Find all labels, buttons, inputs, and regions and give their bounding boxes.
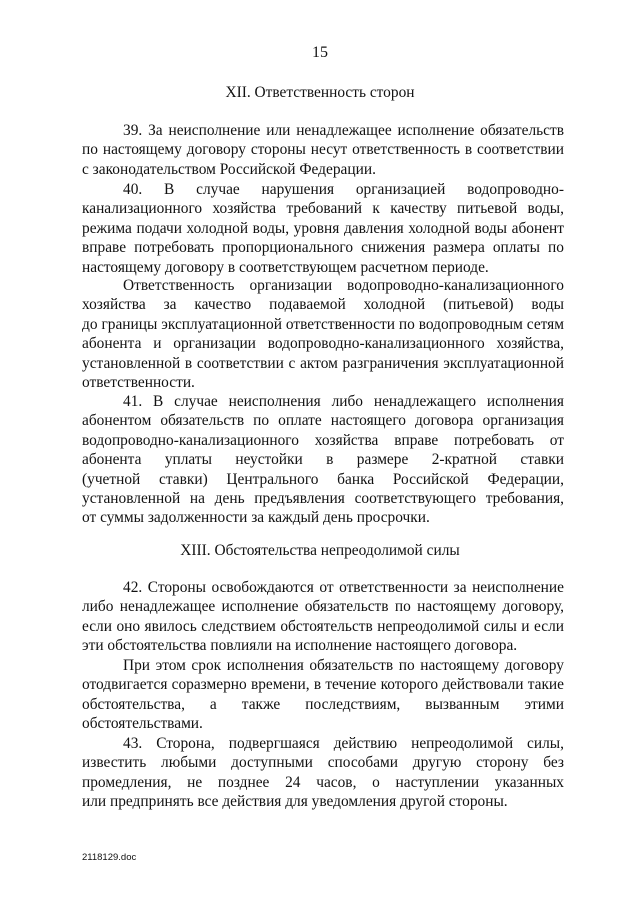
- text-line: режима подачи холодной воды, уровня давления холодной воды абонент: [82, 219, 564, 237]
- text-line: обстоятельствами.: [82, 715, 203, 733]
- page-number: 15: [312, 44, 328, 61]
- text-line: промедления, не позднее 24 часов, о наступлении указанных: [82, 773, 564, 791]
- text-line: 39. За неисполнение или ненадлежащее исполнение обязательств: [123, 122, 564, 139]
- text-line: с законодательством Российской Федерации.: [82, 160, 376, 178]
- paragraph: [82, 578, 564, 656]
- paragraph: [82, 180, 564, 277]
- text-line: установленной в соответствии с актом разграничения эксплуатационной: [82, 354, 564, 372]
- text-line: ответственности.: [82, 373, 195, 391]
- paragraph: [82, 121, 564, 179]
- text-line: отодвигается соразмерно времени, в течение которого действовали такие: [82, 676, 564, 694]
- text-line: хозяйства за качество подаваемой холодной (питьевой) воды: [82, 296, 564, 314]
- text-line: 42. Стороны освобождаются от ответственности за неисполнение: [123, 579, 564, 596]
- text-line: по настоящему договору стороны несут ответственность в соответствии: [82, 141, 564, 159]
- text-line: (учетной ставки) Центрального банка Российской Федерации,: [82, 470, 564, 488]
- text-line: При этом срок исполнения обязательств по настоящему договору: [123, 657, 564, 674]
- section-heading: XIII. Обстоятельства непреодолимой силы: [180, 542, 460, 559]
- text-line: 43. Сторона, подвергшаяся действию непреодолимой силы,: [123, 735, 564, 752]
- text-line: настоящему договору в соответствующем расчетном периоде.: [82, 258, 489, 276]
- section-heading: XII. Ответственность сторон: [225, 84, 415, 101]
- text-line: 41. В случае неисполнения либо ненадлежащего исполнения: [123, 393, 564, 410]
- text-line: обстоятельства, а также последствиям, вызванным этими: [82, 695, 564, 713]
- text-line: абонента уплаты неустойки в размере 2-кратной ставки: [82, 451, 564, 469]
- text-line: абонента и организации водопроводно-канализационного хозяйства,: [82, 335, 564, 353]
- text-line: или предпринять все действия для уведомления другой стороны.: [82, 793, 508, 811]
- text-line: известить любыми доступными способами другую сторону без: [82, 754, 564, 772]
- text-line: вправе потребовать пропорционального снижения размера оплаты по: [82, 239, 564, 257]
- text-line: от суммы задолженности за каждый день просрочки.: [82, 509, 430, 527]
- text-line: Ответственность организации водопроводно-канализационного: [123, 277, 564, 294]
- text-line: абонентом обязательств по оплате настоящего договора организация: [82, 412, 564, 430]
- paragraph: [82, 656, 564, 734]
- text-line: до границы эксплуатационной ответственности по водопроводным сетям: [82, 315, 564, 333]
- paragraph: [82, 734, 564, 812]
- text-line: водопроводно-канализационного хозяйства вправе потребовать от: [82, 431, 564, 449]
- text-line: 40. В случае нарушения организацией водопроводно-: [123, 181, 564, 198]
- paragraph: [82, 276, 564, 392]
- text-line: если оно явилось следствием обстоятельств непреодолимой силы и если: [82, 617, 564, 635]
- text-line: установленной на день предъявления соответствующего требования,: [82, 489, 564, 507]
- paragraph: [82, 392, 564, 528]
- text-line: канализационного хозяйства требований к качеству питьевой воды,: [82, 200, 564, 218]
- file-name-footer: 2118129.doc: [82, 852, 137, 863]
- text-line: эти обстоятельства повлияли на исполнение настоящего договора.: [82, 637, 518, 655]
- text-line: либо ненадлежащее исполнение обязательств по настоящему договору,: [82, 598, 564, 616]
